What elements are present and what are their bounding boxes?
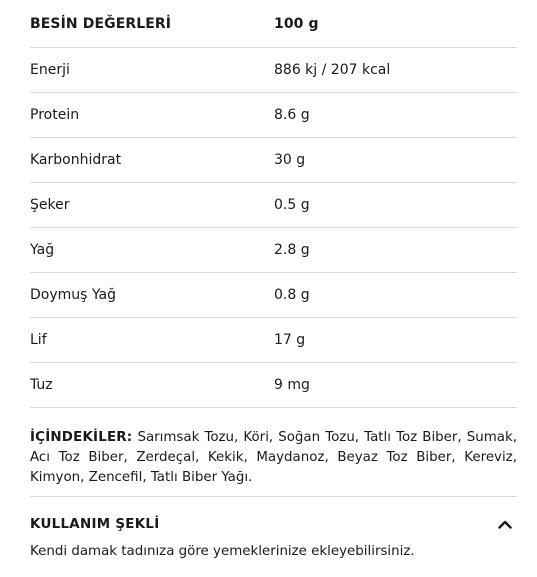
nutrient-value: 2.8 g [274, 242, 310, 258]
table-row [30, 183, 517, 228]
nutrient-name: Yağ [30, 242, 55, 258]
ingredients-title: İÇİNDEKİLER: [30, 430, 133, 445]
nutrient-value: 30 g [274, 152, 306, 168]
nutrient-value: 0.5 g [274, 197, 310, 213]
nutrient-name: Karbonhidrat [30, 152, 122, 168]
nutrient-value: 9 mg [274, 377, 310, 393]
nutrient-name: Enerji [30, 62, 70, 78]
table-row [30, 93, 517, 138]
ingredients-section [30, 408, 517, 497]
table-row [30, 318, 517, 363]
nutrient-value: 0.8 g [274, 287, 310, 303]
nutrient-name: Tuz [30, 377, 53, 393]
nutrition-header-name: BESİN DEĞERLERİ [30, 15, 172, 32]
nutrition-header-row [30, 0, 517, 48]
nutrient-name: Protein [30, 107, 80, 123]
nutrient-value: 8.6 g [274, 107, 310, 123]
product-info [30, 0, 517, 561]
table-row [30, 48, 517, 93]
table-row [30, 273, 517, 318]
nutrient-value: 17 g [274, 332, 306, 348]
nutrient-value: 886 kj / 207 kcal [274, 62, 391, 78]
nutrition-header-value: 100 g [274, 15, 319, 32]
chevron-up-icon[interactable] [495, 514, 515, 534]
nutrient-name: Lif [30, 332, 47, 348]
table-row [30, 363, 517, 408]
usage-title: KULLANIM ŞEKLİ [30, 516, 160, 532]
usage-text: Kendi damak tadınıza göre yemeklerinize ekleyebilirsiniz. [30, 544, 415, 559]
table-row [30, 228, 517, 273]
nutrient-name: Doymuş Yağ [30, 287, 116, 303]
ingredients-text: Sarımsak Tozu, Köri, Soğan Tozu, Tatlı Toz Biber, Sumak, Acı Toz Biber, Zerdeçal, Kekik, Maydanoz, Beyaz Toz Biber, Kereviz, Kimyon, Zencefil, Tatlı Biber Yağı. [30, 430, 517, 485]
table-row [30, 138, 517, 183]
nutrient-name: Şeker [30, 197, 70, 213]
nutrition-table [30, 0, 517, 408]
